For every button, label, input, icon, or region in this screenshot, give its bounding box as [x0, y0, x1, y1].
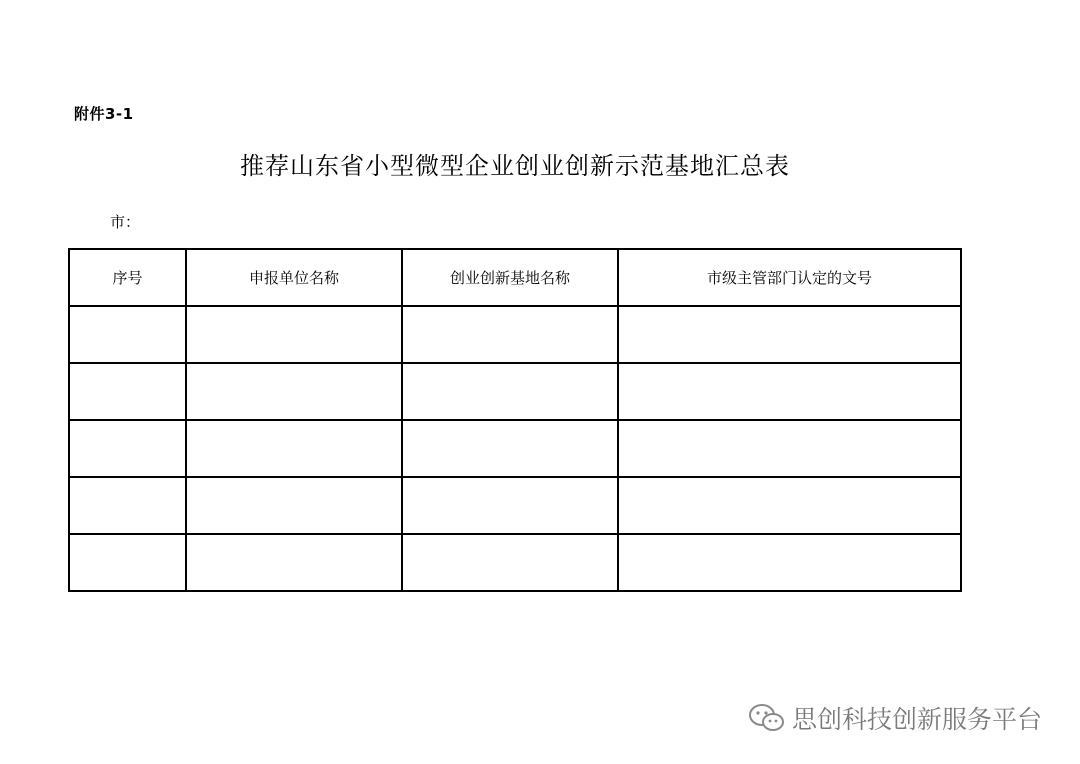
table-cell[interactable] [618, 420, 961, 477]
table-cell[interactable] [618, 477, 961, 534]
table-row [69, 420, 961, 477]
table-row [69, 363, 961, 420]
table-cell[interactable] [186, 420, 402, 477]
table-cell[interactable] [402, 420, 618, 477]
header-serial-number: 序号 [69, 249, 186, 306]
table-cell[interactable] [69, 306, 186, 363]
header-approval-document-number: 市级主管部门认定的文号 [618, 249, 961, 306]
table-cell[interactable] [186, 477, 402, 534]
document-title: 推荐山东省小型微型企业创业创新示范基地汇总表 [240, 152, 790, 180]
wechat-icon [748, 703, 786, 733]
table-cell[interactable] [618, 363, 961, 420]
table-row [69, 534, 961, 591]
city-label: 市： [110, 213, 141, 231]
attachment-label: 附件3-1 [74, 105, 134, 123]
table-cell[interactable] [402, 534, 618, 591]
table-cell[interactable] [618, 534, 961, 591]
table-cell[interactable] [69, 420, 186, 477]
table-row [69, 306, 961, 363]
header-applicant-name: 申报单位名称 [186, 249, 402, 306]
table-cell[interactable] [402, 363, 618, 420]
table-cell[interactable] [186, 306, 402, 363]
table-header-row [69, 249, 961, 306]
table-row [69, 477, 961, 534]
table-cell[interactable] [402, 306, 618, 363]
watermark [748, 700, 1042, 736]
table-cell[interactable] [69, 363, 186, 420]
table-cell[interactable] [186, 363, 402, 420]
table-cell[interactable] [69, 534, 186, 591]
table-cell[interactable] [402, 477, 618, 534]
table-cell[interactable] [69, 477, 186, 534]
header-base-name: 创业创新基地名称 [402, 249, 618, 306]
summary-table [68, 248, 962, 592]
table-cell[interactable] [186, 534, 402, 591]
watermark-text: 思创科技创新服务平台 [791, 705, 1042, 734]
table-cell[interactable] [618, 306, 961, 363]
